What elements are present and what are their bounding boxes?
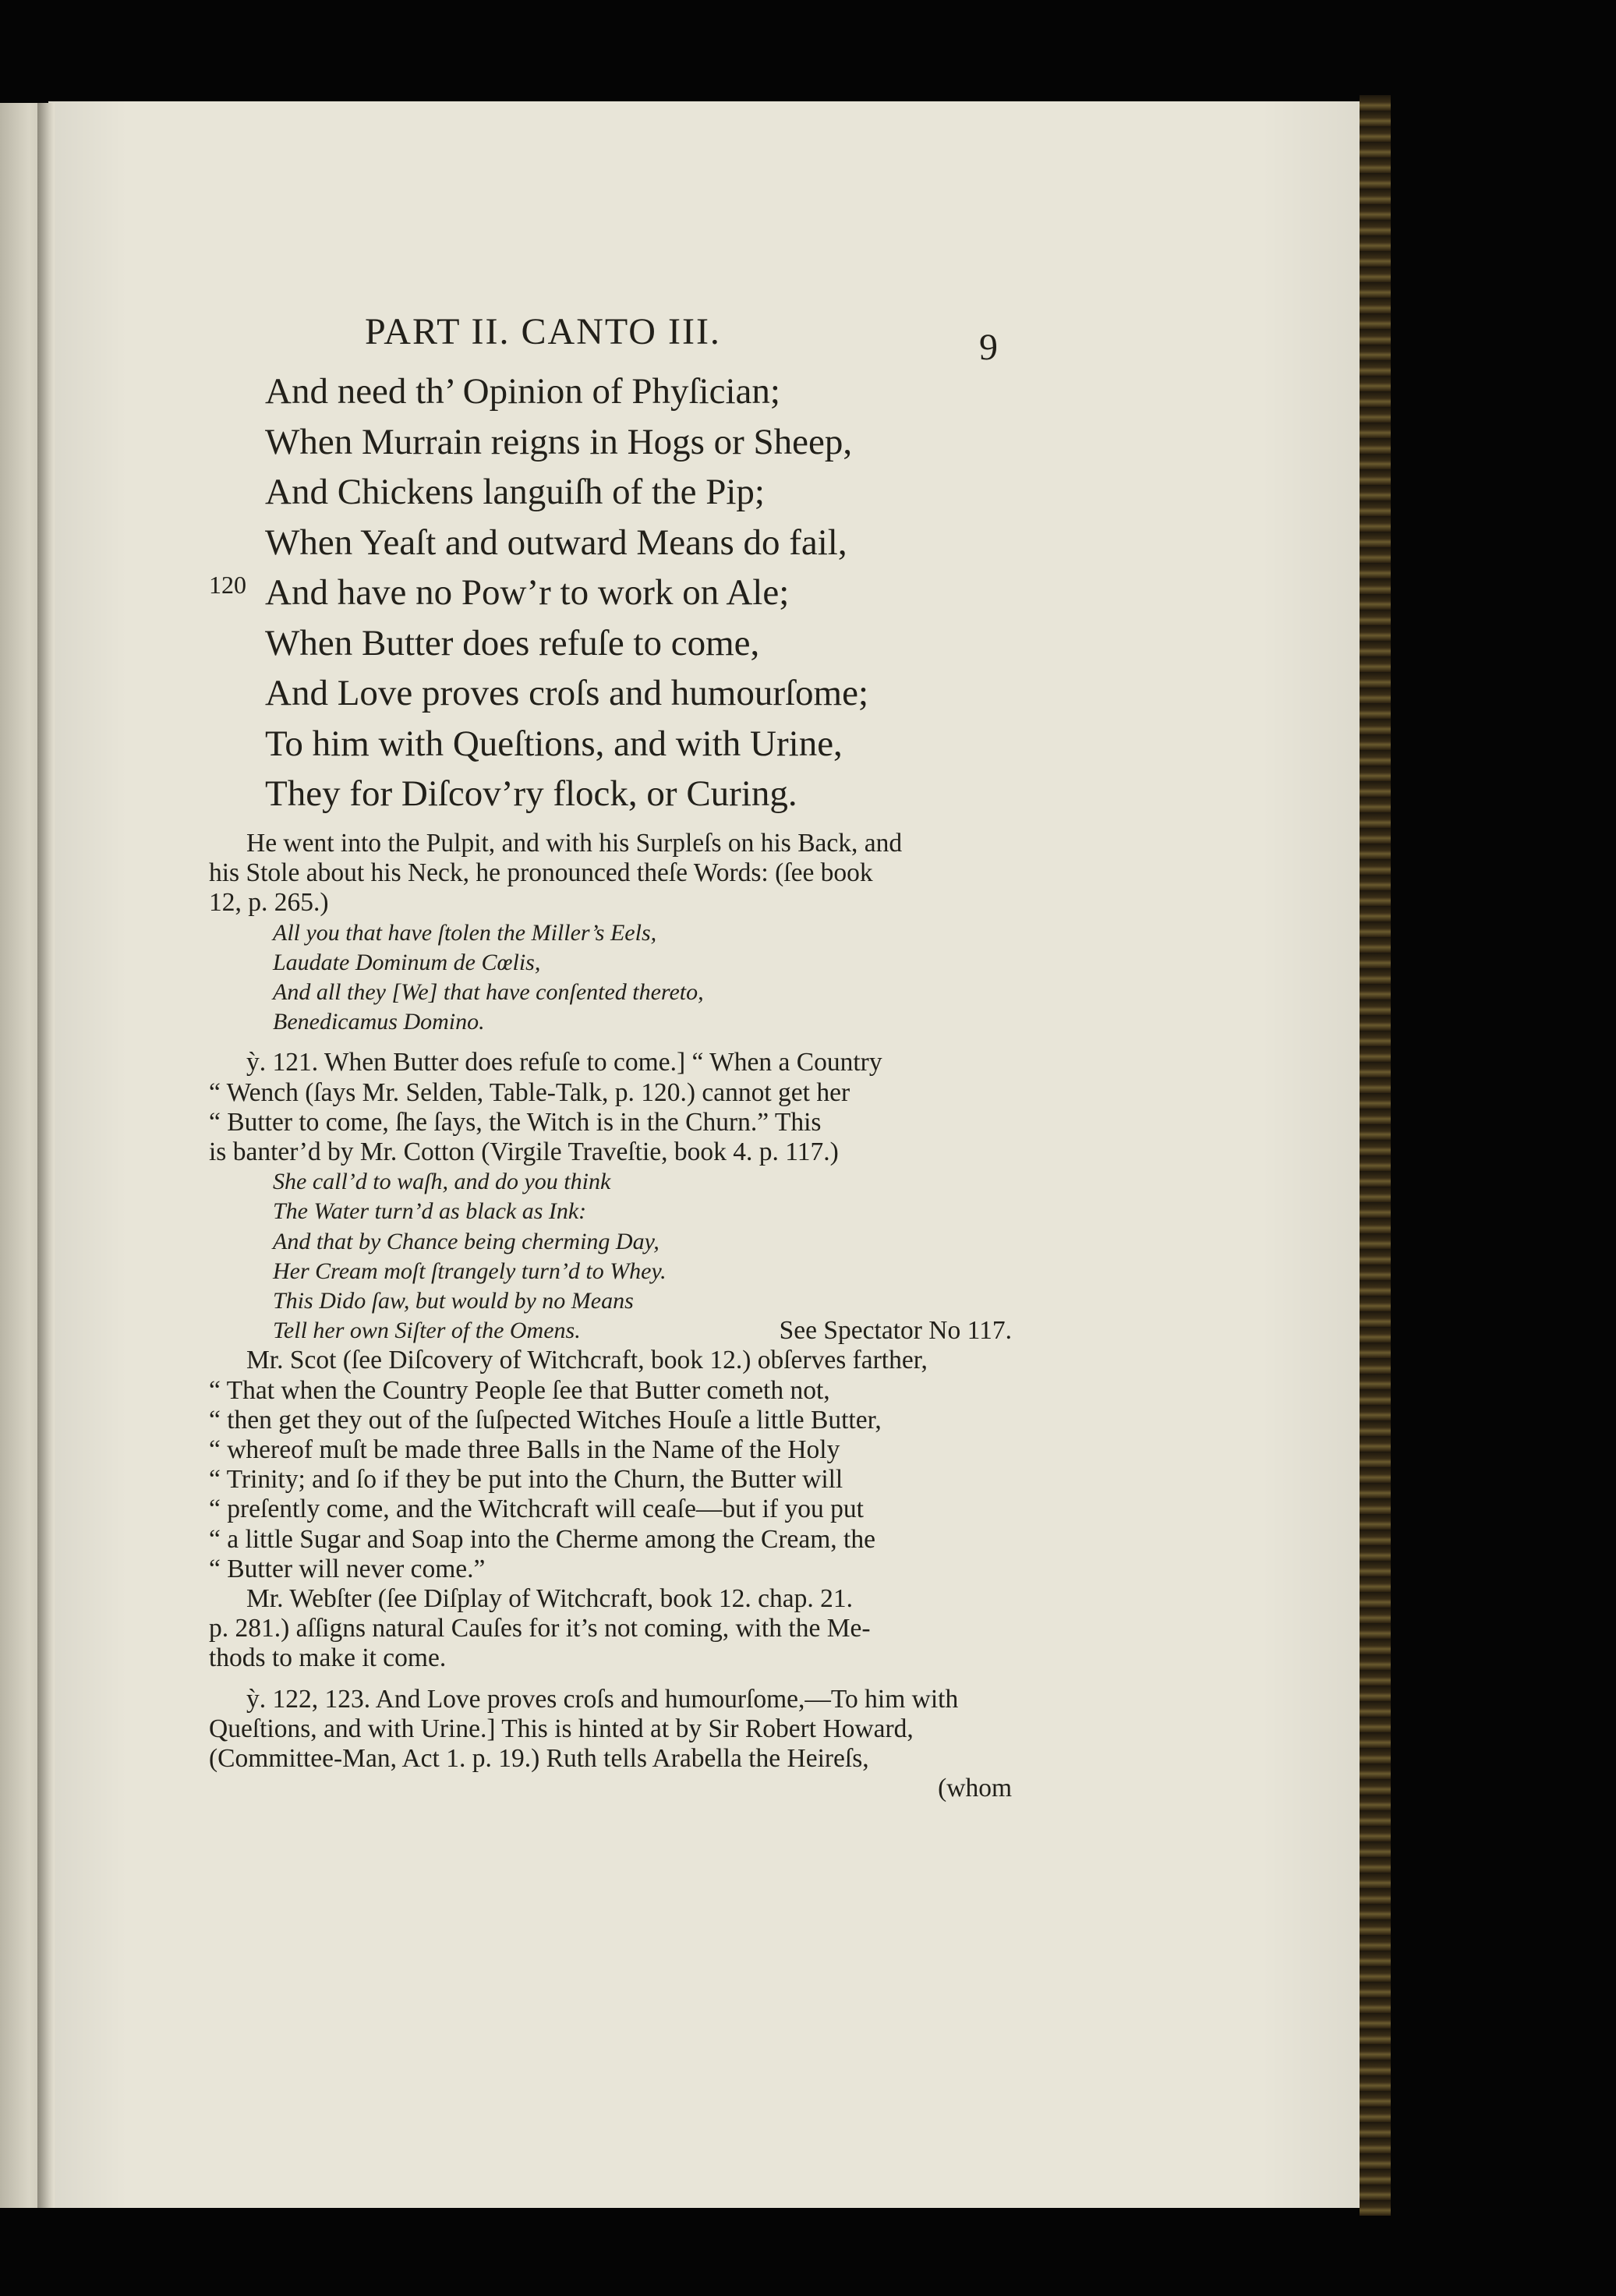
verse-line: And have no Pow’r to work on Ale; xyxy=(265,572,790,613)
note-line: “ whereof muſt be made three Balls in the Name of the Holy xyxy=(209,1435,840,1465)
note-line: “ Butter will never come.” xyxy=(209,1554,486,1583)
quote-line: Benedicamus Domino. xyxy=(273,1009,485,1035)
verse-line: And Chickens languiſh of the Pip; xyxy=(265,472,765,512)
note-line: “ preſently come, and the Witchcraft will ceaſe—but if you put xyxy=(209,1495,864,1524)
running-head: PART II. CANTO III. xyxy=(365,311,721,352)
note-line: thods to make it come. xyxy=(209,1643,447,1673)
book-spine-edge xyxy=(1360,95,1391,2216)
quote-line: The Water turn’d as black as Ink: xyxy=(273,1198,587,1225)
note-line: “ a little Sugar and Soap into the Cherme among the Cream, the xyxy=(209,1524,875,1554)
note-line: his Stole about his Neck, he pronounced theſe Words: (ſee book xyxy=(209,858,873,888)
note-line: “ That when the Country People ſee that Butter cometh not, xyxy=(209,1375,830,1405)
quotation xyxy=(209,918,1012,1038)
note-line: “ Trinity; and ſo if they be put into the Churn, the Butter will xyxy=(209,1465,843,1495)
page-gutter xyxy=(37,103,55,2208)
quote-line: And that by Chance being cherming Day, xyxy=(273,1228,659,1254)
note-line: “ Butter to come, ſhe ſays, the Witch is in the Churn.” This xyxy=(209,1107,822,1137)
verse-line: When Yeaſt and outward Means do fail, xyxy=(265,522,847,563)
verse-line: And Love proves croſs and humourſome; xyxy=(265,673,869,713)
verse-line-number: 120 xyxy=(209,571,246,599)
quote-line: Her Cream moſt ſtrangely turn’d to Whey. xyxy=(273,1258,667,1284)
note-line: p. 281.) aſſigns natural Cauſes for it’s not coming, with the Me- xyxy=(209,1614,871,1643)
note-line: He went into the Pulpit, and with his Surpleſs on his Back, and xyxy=(246,829,903,858)
note-line: ỳ. 122, 123. And Love proves croſs and humourſome,—To him with xyxy=(246,1684,959,1714)
verse-line: And need th’ Opinion of Phyſician; xyxy=(265,371,780,412)
quote-line: She call’d to waſh, and do you think xyxy=(273,1169,611,1195)
note-line: Mr. Webſter (ſee Diſplay of Witchcraft, book 12. chap. 21. xyxy=(246,1584,854,1614)
verse-line: When Murrain reigns in Hogs or Sheep, xyxy=(265,421,853,462)
note-line: ỳ. 121. When Butter does refuſe to come.] “ When a Country xyxy=(246,1048,882,1077)
note-line: “ Wench (ſays Mr. Selden, Table-Talk, p. 120.) cannot get her xyxy=(209,1077,850,1107)
spectator-reference: See Spectator No 117. xyxy=(779,1316,1012,1346)
quote-line: Tell her own Siſter of the Omens. xyxy=(273,1318,581,1344)
quote-line: And all they [We] that have conſented thereto, xyxy=(273,979,704,1006)
note-line: “ then get they out of the ſuſpected Witches Houſe a little Butter, xyxy=(209,1405,882,1435)
note-line: 12, p. 265.) xyxy=(209,888,329,918)
note-line: is banter’d by Mr. Cotton (Virgile Traveſtie, book 4. p. 117.) xyxy=(209,1137,839,1167)
quote-line: Laudate Dominum de Cœlis, xyxy=(273,949,541,975)
verse-line: They for Diſcov’ry flock, or Curing. xyxy=(265,773,797,814)
verse-block xyxy=(265,366,868,819)
page-number: 9 xyxy=(979,327,998,368)
note-line: (Committee-Man, Act 1. p. 19.) Ruth tells Arabella the Heireſs, xyxy=(209,1744,869,1774)
catchword: (whom xyxy=(938,1774,1012,1803)
quote-line: This Dido ſaw, but would by no Means xyxy=(273,1288,634,1314)
verse-line: When Butter does refuſe to come, xyxy=(265,622,760,663)
quotation xyxy=(209,1167,1012,1346)
quote-line: All you that have ſtolen the Miller’s Eels, xyxy=(273,919,657,946)
notes-block xyxy=(209,829,1012,1804)
quote-last-line xyxy=(273,1316,1012,1346)
note-line: Queſtions, and with Urine.] This is hinted at by Sir Robert Howard, xyxy=(209,1714,914,1743)
note-line: Mr. Scot (ſee Diſcovery of Witchcraft, book 12.) obſerves farther, xyxy=(246,1346,928,1375)
verse-line: To him with Queſtions, and with Urine, xyxy=(265,723,843,764)
